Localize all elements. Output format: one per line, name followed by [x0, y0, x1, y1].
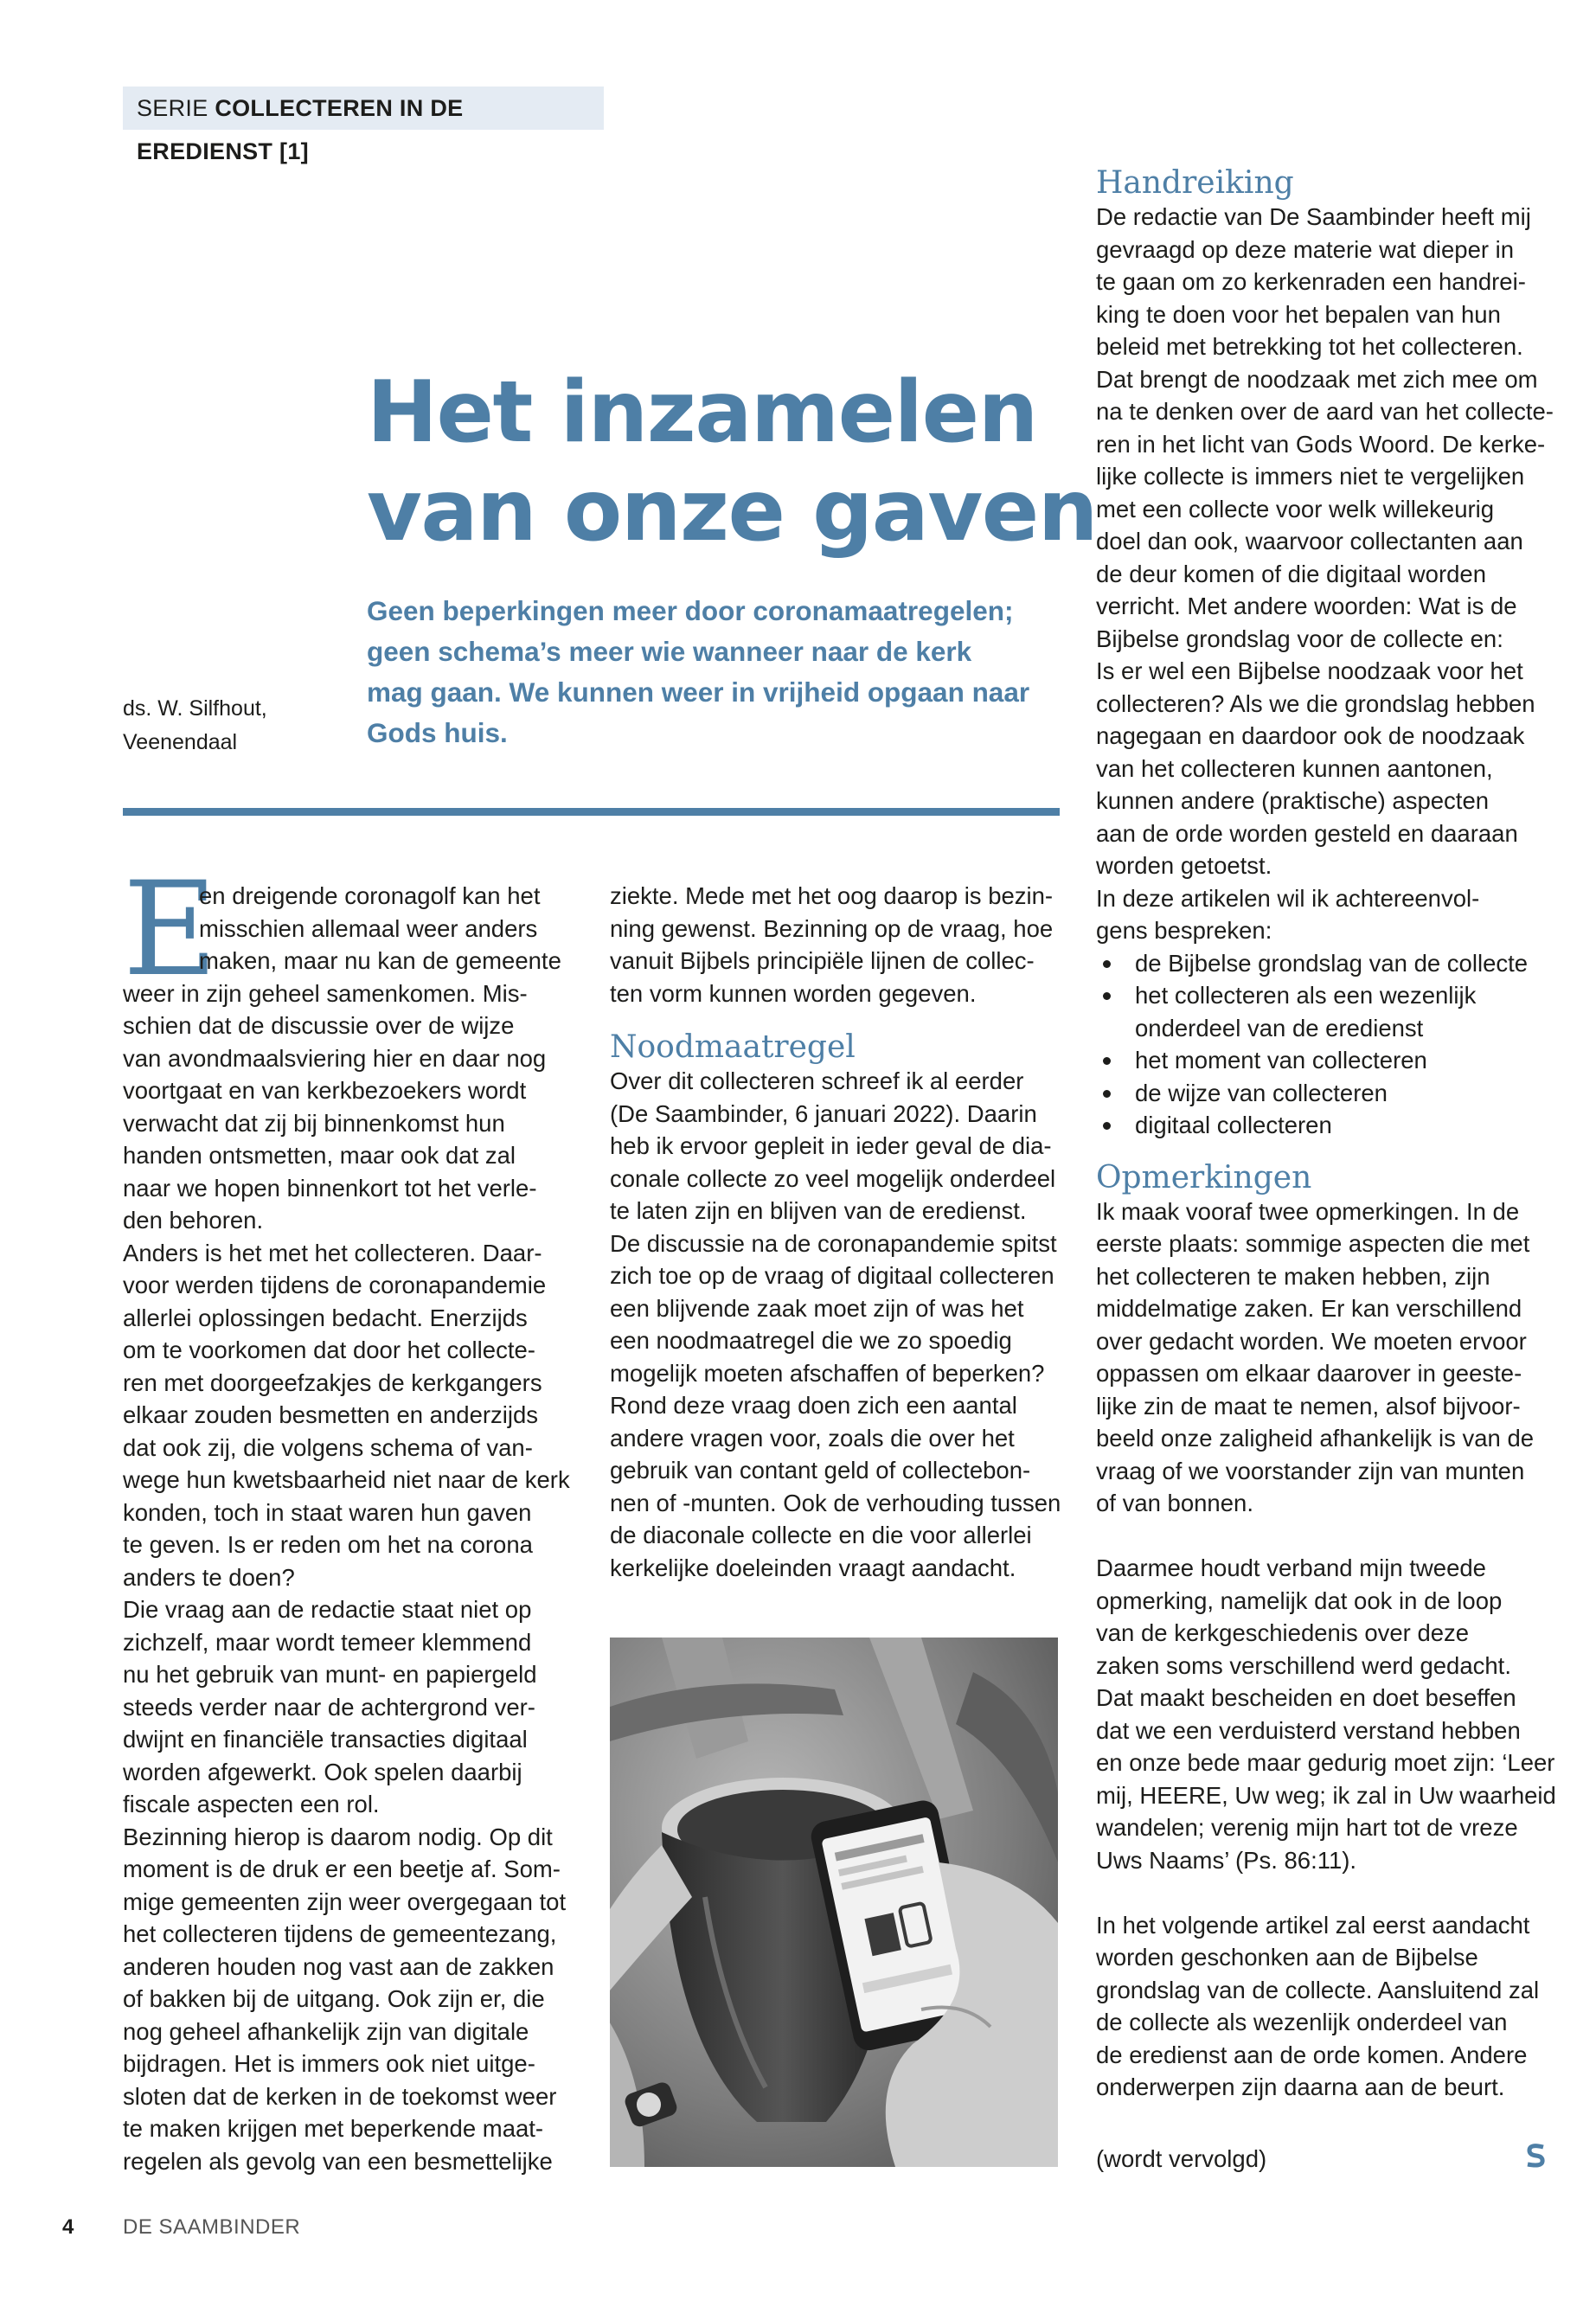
end-mark-icon [1524, 2144, 1547, 2168]
text-line: te gaan om zo kerkenraden een handrei- [1096, 268, 1526, 295]
text-line: van het collecteren kunnen aantonen, [1096, 754, 1493, 782]
text-line: gebruik van contant geld of collectebon- [610, 1457, 1031, 1484]
text-line: onderwerpen zijn daarna aan de beurt. [1096, 2073, 1505, 2100]
text-line: worden getoetst. [1096, 852, 1272, 879]
text-line: of bakken bij de uitgang. Ook zijn er, die [123, 1985, 545, 2012]
text-line: nagegaan en daardoor ook de noodzaak [1096, 722, 1525, 749]
text-line: de eredienst aan de orde komen. Andere [1096, 2041, 1528, 2068]
text-line: grondslag van de collecte. Aansluitend zal [1096, 1976, 1540, 2003]
text-line: doel dan ook, waarvoor collectanten aan [1096, 528, 1523, 554]
text-line: aan de orde worden gesteld en daaraan [1096, 819, 1518, 847]
text-line: ren met doorgeefzakjes de kerkgangers [123, 1368, 542, 1396]
author-place: Veenendaal [123, 730, 238, 754]
text-line: Uws Naams’ (Ps. 86:11). [1096, 1846, 1357, 1874]
text-line: kerkelijke doeleinden vraagt aandacht. [610, 1554, 1016, 1581]
collection-photo [610, 1638, 1058, 2167]
text-line: mige gemeenten zijn weer overgegaan tot [123, 1888, 567, 1915]
continued-note: (wordt vervolgd) [1096, 2145, 1267, 2172]
text-line: verricht. Met andere woorden: Wat is de [1096, 593, 1517, 619]
text-line: voortgaat en van kerkbezoekers wordt [123, 1077, 527, 1104]
text-line: conale collecte zo veel mogelijk onderdeel [610, 1164, 1056, 1192]
text-line: regelen als gevolg van een besmettelijke [123, 2147, 553, 2175]
text-line: handen ontsmetten, maar ook dat zal [123, 1142, 516, 1169]
bullet-item: onderdeel van de eredienst [1135, 1014, 1424, 1042]
text-line: zichzelf, maar wordt temeer klemmend [123, 1628, 532, 1656]
text-line: het collecteren tijdens de gemeentezang, [123, 1920, 557, 1947]
text-line: van de kerkgeschiedenis over deze [1096, 1619, 1470, 1646]
text-line: allerlei oplossingen bedacht. Enerzijds [123, 1304, 528, 1331]
text-line: De redactie van De Saambinder heeft mij [1096, 203, 1531, 230]
text-line: elkaar zouden besmetten en anderzijds [123, 1401, 539, 1428]
text-line: dwijnt en financiële transacties digitaal [123, 1726, 528, 1753]
bullet-item: digitaal collecteren [1096, 1109, 1546, 1142]
text-line: lijke collecte is immers niet te vergelijken [1096, 463, 1525, 490]
text-line: gevraagd op deze materie wat dieper in [1096, 235, 1515, 263]
text-line: Ik maak vooraf twee opmerkingen. In de [1096, 1197, 1520, 1225]
dropcap: E [123, 855, 218, 1005]
intro-line: Gods huis. [367, 717, 508, 748]
bullet-item: de Bijbelse grondslag van de collecte [1096, 947, 1546, 980]
text-line: ziekte. Mede met het oog daarop is bezin- [610, 882, 1054, 909]
text-line: maken, maar nu kan de gemeente [199, 947, 561, 974]
text-line: dat ook zij, die volgens schema of van- [123, 1433, 533, 1461]
text-line: over gedacht worden. We moeten ervoor [1096, 1327, 1527, 1355]
text-line: zaken soms verschillend werd gedacht. [1096, 1651, 1511, 1679]
text-line: de collecte als wezenlijk onderdeel van [1096, 2009, 1508, 2035]
text-line: collecteren? Als we die grondslag hebben [1096, 689, 1535, 717]
text-line: mogelijk moeten afschaffen of beperken? [610, 1359, 1045, 1387]
text-line: met een collecte voor welk willekeurig [1096, 495, 1495, 522]
text-line: In het volgende artikel zal eerst aandacht [1096, 1911, 1530, 1939]
text-line: nu het gebruik van munt- en papiergeld [123, 1661, 537, 1688]
text-line: van avondmaalsviering hier en daar nog [123, 1044, 547, 1072]
text-line: vraag of we voorstander zijn van munten [1096, 1457, 1525, 1484]
text-line: worden afgewerkt. Ook spelen daarbij [123, 1758, 522, 1785]
column-3 [1096, 165, 1556, 2104]
text-line: nen of -munten. Ook de verhouding tussen [610, 1489, 1061, 1516]
text-line: verwacht dat zij bij binnenkomst hun [123, 1109, 505, 1137]
text-line: middelmatige zaken. Er kan verschillend [1096, 1295, 1522, 1322]
section-heading-noodmaatregel: Noodmaatregel [610, 1029, 856, 1065]
text-line: een noodmaatregel die we zo spoedig [610, 1327, 1012, 1354]
text-line: king te doen voor het bepalen van hun [1096, 300, 1501, 328]
column-1 [123, 880, 573, 2177]
text-line: Is er wel een Bijbelse noodzaak voor het [1096, 657, 1523, 684]
text-line: oppassen om elkaar daarover in geeste- [1096, 1360, 1522, 1387]
text-line: wege hun kwetsbaarheid niet naar de kerk [123, 1466, 570, 1493]
text-line: anders te doen? [123, 1563, 295, 1591]
text-line: sloten dat de kerken in de toekomst weer [123, 2082, 557, 2110]
text-line: (De Saambinder, 6 januari 2022). Daarin [610, 1099, 1037, 1127]
text-line: en onze bede maar gedurig moet zijn: ‘Leer [1096, 1749, 1555, 1776]
series-banner [123, 87, 604, 164]
text-line: of van bonnen. [1096, 1490, 1253, 1516]
text-line: Bezinning hierop is daarom nodig. Op dit [123, 1823, 553, 1850]
paragraph-gap [1096, 1876, 1546, 1909]
text-line: Bijbelse grondslag voor de collecte en: [1096, 625, 1503, 652]
text-line: gens bespreken: [1096, 917, 1272, 944]
text-line: te maken krijgen met beperkende maat- [123, 2115, 544, 2142]
headline [367, 363, 1098, 561]
text-line: beeld onze zaligheid afhankelijk is van de [1096, 1425, 1535, 1452]
intro-line: Geen beperkingen meer door coronamaatregelen; [367, 595, 1014, 626]
text-line: na te denken over de aard van het collecte- [1096, 398, 1554, 425]
text-line: opmerking, namelijk dat ook in de loop [1096, 1586, 1503, 1614]
text-line: te laten zijn en blijven van de eredienst. [610, 1197, 1027, 1224]
text-line: Anders is het met het collecteren. Daar- [123, 1239, 542, 1266]
text-line: Daarmee houdt verband mijn tweede [1096, 1554, 1486, 1581]
author-name: ds. W. Silfhout, [123, 696, 267, 721]
section-heading-opmerkingen: Opmerkingen [1096, 1159, 1312, 1195]
text-line: Dat maakt bescheiden en doet beseffen [1096, 1684, 1516, 1711]
text-line: den behoren. [123, 1207, 264, 1234]
text-line: en dreigende coronagolf kan het [199, 882, 541, 909]
paragraph-gap [1096, 1520, 1546, 1553]
series-prefix: SERIE [137, 95, 215, 121]
text-line: Over dit collecteren schreef ik al eerder [610, 1067, 1024, 1094]
magazine-name: DE SAAMBINDER [123, 2215, 301, 2239]
text-line: schien dat de discussie over de wijze [123, 1012, 515, 1039]
text-line: ning gewenst. Bezinning op de vraag, hoe [610, 914, 1054, 942]
text-line: steeds verder naar de achtergrond ver- [123, 1693, 535, 1721]
text-line: mij, HEERE, Uw weg; ik zal in Uw waarheid [1096, 1781, 1556, 1809]
text-line: wandelen; verenig mijn hart tot de vreze [1096, 1814, 1518, 1841]
text-line: naar we hopen binnenkort tot het verle- [123, 1174, 537, 1202]
text-line: een blijvende zaak moet zijn of was het [610, 1294, 1024, 1322]
text-line: bijdragen. Het is immers ook niet uitge- [123, 2050, 535, 2077]
text-line: vanuit Bijbels principiële lijnen de collec- [610, 947, 1035, 974]
text-line: zich toe op de vraag of digitaal collecteren [610, 1262, 1054, 1289]
intro-line: mag gaan. We kunnen weer in vrijheid opgaan naar [367, 676, 1030, 708]
text-line: konden, toch in staat waren hun gaven [123, 1498, 532, 1526]
text-line: kunnen andere (praktische) aspecten [1096, 787, 1490, 814]
headline-line-1: Het inzamelen [367, 363, 1037, 462]
headline-line-2: van onze gaven [367, 462, 1098, 561]
text-line: misschien allemaal weer anders [199, 914, 538, 942]
collection-photo-illustration [610, 1638, 1058, 2167]
bullet-item: het collecteren als een wezenlijk [1096, 979, 1546, 1012]
text-line: Die vraag aan de redactie staat niet op [123, 1596, 532, 1623]
section-heading: Handreiking [1096, 165, 1294, 201]
text-line: ten vorm kunnen worden gegeven. [610, 979, 977, 1007]
text-line: te geven. Is er reden om het na corona [123, 1531, 533, 1558]
bullet-item: de wijze van collecteren [1096, 1077, 1546, 1110]
text-line: dat we een verduisterd verstand hebben [1096, 1716, 1521, 1744]
text-line: moment is de druk er een beetje af. Som- [123, 1856, 561, 1882]
text-line: nog geheel afhankelijk zijn van digitale [123, 2017, 529, 2045]
divider-rule [123, 808, 1060, 816]
text-line: andere vragen voor, zoals die over het [610, 1424, 1015, 1452]
text-line: de diaconale collecte en die voor allerlei [610, 1522, 1032, 1548]
text-line: heb ik ervoor gepleit in ieder geval de dia- [610, 1132, 1052, 1159]
page-number: 4 [62, 2215, 74, 2239]
author-byline [123, 692, 330, 760]
text-line: lijke zin de maat te nemen, alsof bijvoor- [1096, 1392, 1521, 1420]
series-title: COLLECTEREN IN DE EREDIENST [1] [137, 95, 464, 164]
text-line: In deze artikelen wil ik achtereenvol- [1096, 884, 1480, 912]
text-line: eerste plaats: sommige aspecten die met [1096, 1230, 1530, 1257]
text-line: weer in zijn geheel samenkomen. Mis- [123, 979, 528, 1007]
text-line: om te voorkomen dat door het collecte- [123, 1336, 535, 1363]
text-line: De discussie na de coronapandemie spitst [610, 1229, 1057, 1257]
text-line: Dat brengt de noodzaak met zich mee om [1096, 365, 1538, 393]
text-line: fiscale aspecten een rol. [123, 1791, 380, 1817]
text-line: anderen houden nog vast aan de zakken [123, 1952, 554, 1980]
text-line: worden geschonken aan de Bijbelse [1096, 1944, 1478, 1971]
text-line: de deur komen of die digitaal worden [1096, 560, 1486, 587]
intro-line: geen schema’s meer wie wanneer naar de kerk [367, 636, 972, 667]
text-line: ren in het licht van Gods Woord. De kerke- [1096, 430, 1546, 458]
intro [367, 591, 1059, 753]
text-line: het collecteren te maken hebben, zijn [1096, 1262, 1490, 1290]
column-2 [610, 880, 1060, 1584]
text-line: Rond deze vraag doen zich een aantal [610, 1392, 1017, 1419]
bullet-item: het moment van collecteren [1096, 1044, 1546, 1077]
text-line: voor werden tijdens de coronapandemie [123, 1272, 547, 1298]
text-line: beleid met betrekking tot het collecteren. [1096, 333, 1523, 360]
